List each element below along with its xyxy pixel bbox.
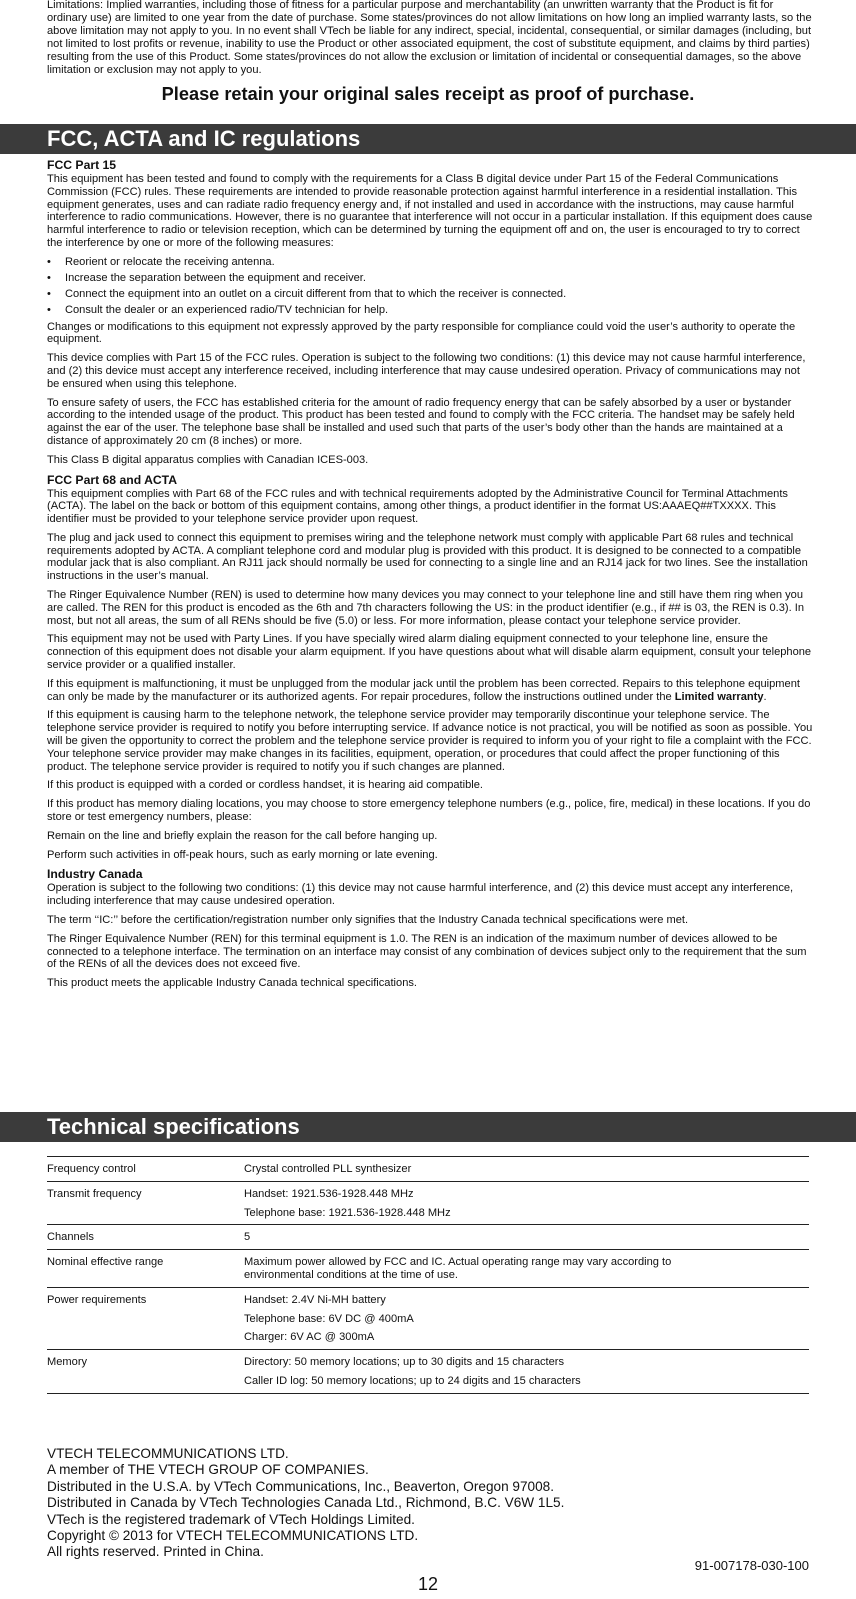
paragraph: Perform such activities in off-peak hours, such as early morning or late evening. — [47, 848, 438, 861]
paragraph: This product meets the applicable Industry Canada technical specifications. — [47, 977, 417, 990]
limited-warranty-reference: Limited warranty — [674, 690, 764, 703]
paragraph: This device complies with Part 15 of the FCC rules. Operation is subject to the following two conditions: (1) this device may not cause harmful interference, and (2) this device must accept any interference received, including interference that may cause undesired operation. Privacy of communications may not be ensured when using this telephone. — [47, 352, 806, 390]
table-row — [47, 1287, 809, 1349]
paragraph: This equipment complies with Part 68 of the FCC rules and with technical requirements adopted by the Administrative Council for Terminal Attachments (ACTA). The label on the back or bottom of this equipment contains, among other things, a product identifier in the format US:AAAEQ##TXXXX. This identifier must be provided to your telephone service provider upon request. — [47, 487, 788, 526]
malfunction-paragraph: If this equipment is malfunctioning, it must be unplugged from the modular jack until the problem has been corrected. Repairs to this telephone equipment can only be made by the manufacturer or its authorized agents. For repair procedures, follow the instructions outlined under the Limited warranty. — [47, 677, 800, 703]
list-item: • Increase the separation between the equipment and receiver. — [47, 271, 366, 284]
spec-value: Handset: 2.4V Ni-MH battery Telephone base: 6V DC @ 400mA Charger: 6V AC @ 300mA — [244, 1293, 414, 1344]
fcc-measures-list — [47, 256, 814, 317]
table-row — [47, 1250, 809, 1288]
company-line: A member of THE VTECH GROUP OF COMPANIES. — [47, 1462, 369, 1478]
paragraph: The term ‘‘IC:’’ before the certification/registration number only signifies that the Industry Canada technical specifications were met. — [47, 914, 689, 927]
fcc-part15-intro: This equipment has been tested and found to comply with the requirements for a Class B digital device under Part 15 of the Federal Communications Commission (FCC) rules. These requirements are intended to provide reasonable protection against harmful interference in a residential installation. This equipment generates, uses and can radiate radio frequency energy and, if not installed and used in accordance with the instructions, may cause harmful interference to radio communications. However, there is no guarantee that interference will not occur in a particular installation. If this equipment does cause harmful interference to radio or television reception, which can be determined by turning the equipment off and on, the user is encouraged to try to correct the interference by one or more of the following measures: — [47, 173, 813, 249]
company-info — [47, 1446, 564, 1561]
spec-value: Crystal controlled PLL synthesizer — [244, 1163, 412, 1175]
spec-label: Transmit frequency — [47, 1187, 142, 1200]
paragraph: Remain on the line and briefly explain the reason for the call before hanging up. — [47, 829, 438, 842]
paragraph: Operation is subject to the following two conditions: (1) this device may not cause harmful interference, and (2) this device must accept any interference, including interference that may cause undesired operation. — [47, 882, 794, 908]
paragraph: Changes or modifications to this equipment not expressly approved by the party responsible for compliance could void the user’s authority to operate the equipment. — [47, 320, 796, 346]
company-line: Distributed in the U.S.A. by VTech Communications, Inc., Beaverton, Oregon 97008. — [47, 1478, 555, 1494]
paragraph: The Ringer Equivalence Number (REN) for this terminal equipment is 1.0. The REN is an indication of the maximum number of devices allowed to be connected to a telephone interface. The termination on an interface may consist of any combination of devices subject only to the requirement that the sum of the RENs of all the devices does not exceed five. — [47, 932, 807, 971]
company-line: Distributed in Canada by VTech Technologies Canada Ltd., Richmond, B.C. V6W 1L5. — [47, 1495, 565, 1511]
spec-value: Handset: 1921.536-1928.448 MHz Telephone base: 1921.536-1928.448 MHz — [244, 1187, 451, 1219]
industry-canada-heading: Industry Canada — [47, 867, 143, 882]
paragraph: If this equipment is causing harm to the telephone network, the telephone service provider may temporarily discontinue your telephone service. The telephone service provider is required to notify you before interrupting service. If advance notice is not practical, you will be notified as soon as possible. You will be given the opportunity to correct the problem and the telephone service provider is required to inform you of your right to file a complaint with the FCC. Your telephone service provider may make changes in its facilities, equipment, operation, or procedures that could affect the proper functioning of this product. The telephone service provider is required to notify you if such changes are planned. — [47, 709, 813, 773]
tech-specs-banner — [0, 1112, 856, 1142]
fcc-section-body — [47, 158, 814, 996]
fcc-part15-heading: FCC Part 15 — [47, 158, 117, 172]
part-number: 91-007178-030-100 — [694, 1558, 809, 1573]
paragraph: This equipment may not be used with Party Lines. If you have specially wired alarm dialing equipment connected to your telephone line, ensure the connection of this equipment does not disable your alarm equipment. If you have questions about what will disable alarm equipment, consult your telephone service provider or a qualified installer. — [47, 633, 812, 672]
list-item: • Reorient or relocate the receiving antenna. — [47, 255, 275, 268]
company-line: VTECH TELECOMMUNICATIONS LTD. — [47, 1446, 289, 1461]
table-row — [47, 1225, 809, 1250]
table-row — [47, 1157, 809, 1182]
fcc-part68-heading: FCC Part 68 and ACTA — [47, 472, 178, 487]
spec-label: Frequency control — [47, 1163, 136, 1175]
table-row — [47, 1350, 809, 1394]
list-item: • Consult the dealer or an experienced radio/TV technician for help. — [47, 304, 389, 317]
paragraph: This Class B digital apparatus complies with Canadian ICES-003. — [47, 453, 369, 466]
page-number: 12 — [417, 1574, 439, 1594]
spec-value: Maximum power allowed by FCC and IC. Actual operating range may vary according to environmental conditions at the time of use. — [244, 1256, 672, 1281]
paragraph: To ensure safety of users, the FCC has established criteria for the amount of radio frequency energy that can be safely absorbed by a user or bystander according to the intended usage of the product. This product has been tested and found to comply with the FCC criteria. The handset may be safely held against the ear of the user. The telephone base shall be installed and used such that parts of the user’s body other than the hands are maintained at a distance of approximately 20 cm (8 inches) or more. — [47, 396, 795, 447]
limitations-paragraph: Limitations: Implied warranties, including those of fitness for a particular purpose and merchantability (an unwritten warranty that the Product is fit for ordinary use) are limited to one year from the date of purchase. Some states/provinces do not allow limitations on how long an implied warranty lasts, so the above limitation may not apply to you. In no event shall VTech be liable for any indirect, special, incidental, consequential, or similar damages (including, but not limited to lost profits or revenue, inability to use the Product or other associated equipment, the cost of substitute equipment, and claims by third parties) resulting from the use of this Product. Some states/provinces do not allow the exclusion or limitation of incidental or consequential damages, so the above limitation or exclusion may not apply to you. — [47, 0, 812, 76]
paragraph: If this product is equipped with a corded or cordless handset, it is hearing aid compatible. — [47, 779, 483, 792]
company-line: VTech is the registered trademark of VTech Holdings Limited. — [47, 1511, 415, 1527]
table-row — [47, 1181, 809, 1225]
company-line: All rights reserved. Printed in China. — [47, 1544, 264, 1560]
tech-specs-title: Technical specifications — [47, 1114, 300, 1139]
fcc-section-banner — [0, 124, 856, 154]
paragraph: The Ringer Equivalence Number (REN) is used to determine how many devices you may connect to your telephone line and still have them ring when you are called. The REN for this product is encoded as the 6th and 7th characters following the US: in the product identifier (e.g., if ## is 03, the REN is 0.3). In most, but not all areas, the sum of all RENs should be five (5.0) or less. For more information, please contact your telephone service provider. — [47, 589, 805, 627]
paragraph: If this product has memory dialing locations, you may choose to store emergency telephone numbers (e.g., police, fire, medical) in these locations. If you do store or test emergency numbers, please: — [47, 798, 811, 824]
spec-value: Directory: 50 memory locations; up to 30 digits and 15 characters Caller ID log: 50 memory locations; up to 24 digits and 15 characters — [244, 1356, 581, 1387]
spec-label: Channels — [47, 1231, 94, 1244]
receipt-notice: Please retain your original sales receipt as proof of purchase. — [161, 84, 695, 104]
paragraph: The plug and jack used to connect this equipment to premises wiring and the telephone network must comply with applicable Part 68 rules and technical requirements adopted by ACTA. A compliant telephone cord and modular plug is provided with this product. It is designed to be connected to a compatible modular jack that is also compliant. An RJ11 jack should normally be used for connecting to a single line and an RJ14 jack for two lines. See the installation instructions in the user’s manual. — [47, 531, 808, 583]
spec-value: 5 — [244, 1231, 251, 1244]
spec-label: Memory — [47, 1356, 88, 1369]
fcc-section-title: FCC, ACTA and IC regulations — [47, 126, 361, 151]
company-line: Copyright © 2013 for VTECH TELECOMMUNICATIONS LTD. — [47, 1528, 419, 1544]
spec-label: Power requirements — [47, 1293, 147, 1306]
spec-label: Nominal effective range — [47, 1256, 164, 1269]
tech-specs-table — [47, 1156, 809, 1394]
list-item: • Connect the equipment into an outlet on a circuit different from that to which the receiver is connected. — [47, 288, 567, 301]
